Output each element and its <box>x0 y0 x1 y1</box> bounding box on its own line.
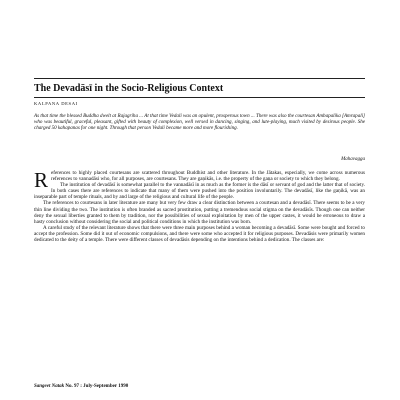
article-body <box>34 170 365 243</box>
footer-issue: No. 97 : July-September 1990 <box>65 384 129 389</box>
author-name: KALPANA DESAI <box>34 101 78 106</box>
epigraph-source: Mahavagga <box>341 157 365 162</box>
paragraph-3: The references to courtesans in later literature are many but very few draw a clear distinction between a courtesan and a devadāsī. There seems to be a very thin line dividing the two. The institution is often branded as sacred prostitution, putting a tremendous social stigma on the devadāsīs. Though one can neither deny the sexual liberties granted to them by tradition, nor the possibilities of sexual exploitation by men of the upper castes, it would be erroneous to draw a hasty conclusion without considering the social and political conditions in which the institution was born. <box>34 200 365 225</box>
top-rule <box>34 78 365 79</box>
page-footer <box>34 384 128 389</box>
article-title: The Devadāsī in the Socio-Religious Context <box>34 83 224 94</box>
title-rule <box>34 97 365 98</box>
paragraph-2: The institution of devadāsī is somewhat parallel to the vannadāsī in as much as the former is the dāsī or servant of god and the latter that of society. In both cases there are references to indicate that many of them were pushed into the position involuntarily. The devadāsī, like the gaṇikā, was an inseparable part of temple rituals, and by and large of the religious and cultural life of the people. <box>34 182 365 201</box>
paragraph-4: A careful study of the relevant literature shows that there were three main purposes behind a woman becoming a devadāsī. Some were bought and forced to accept the profession. Some did it out of economic compulsions, and there were some who accepted it for religious purposes. Devadāsis were primarily women dedicated to the deity of a temple. There were different classes of devadāsis depending on the intentions behind a dedication. The classes are: <box>34 224 365 244</box>
drop-cap: R <box>34 168 49 192</box>
footer-publication: Sangeet Natak <box>34 384 65 389</box>
paragraph-1-text: eferences to highly placed courtesans are scattered throughout Buddhist and other literature. In the Jātakas, especially, we come across numerous references to vannadāsi who, for all purposes, are courtesans. They are gaṇikās, i.e. the property of the gaṇa or society to which they belong. <box>51 170 365 183</box>
epigraph: As that time the blessed Buddha dwelt at Rajagriha ... At that time Vedali was an opulent, prosperous town ... There was also the courtesan Ambapalika [Amrapali] who was beautiful, graceful, pleasant, gifted with beauty of complexion, well versed in dancing, singing, and lute-playing, much visited by desirous people. She charged 50 kahapanas for one night. Through that person Vedali became more and more flourishing. <box>34 113 365 132</box>
